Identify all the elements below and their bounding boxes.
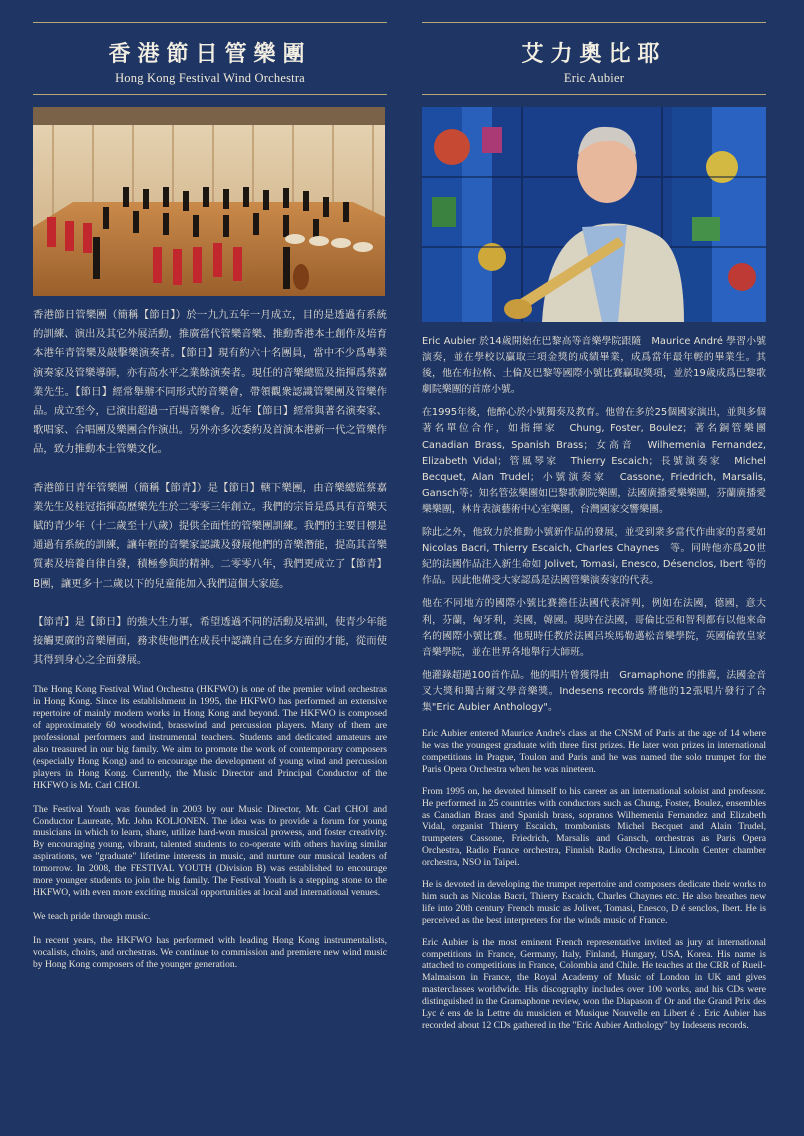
en-paragraph: Eric Aubier is the most eminent French representative invited as jury at international competitions in France, Germany, Italy, Finland, Hungary, USA, Korea. His name is attached to competitions in France, Colombia and Chile. He teaches at the CRR of Rueil-Malmaison in France, the Royal Academy of Music of London in UK and gives masterclasses worldwide. His discography includes over 100 works, and his CDs were distinguished in the Gramaphone review, won the Diapason d' Or and the Grand Prix des Lyc é ens de la Lettre du musicien et Musique Nouvelle en Libert é . Eric Aubier has recorded about 12 CDs gathered in the "Eric Aubier Anthology" by Indesens records.	[422, 936, 766, 1031]
portrait-image	[422, 107, 766, 322]
en-paragraph: The Festival Youth was founded in 2003 by our Music Director, Mr. Carl CHOI and Conductor Laureate, Mr. John KOLJONEN. The idea was to provide a forum for young musicians in which to learn, share, utilize hard-won musical prowess, and foster creativity. By encouraging young, vibrant, talented students to co-operate with others having similar aspirations, we "graduate" lifetime interests in music, and nurture our musical leaders of tomorrow. In 2008, the FESTIVAL YOUTH (Division B) was established to encourage more younger students to join the big family. The Festival Youth is a stepping stone to the HKFWO, with even more exciting musical opportunities at local and international venues.	[33, 803, 387, 898]
en-paragraph: From 1995 on, he devoted himself to his career as an international soloist and professor. He performed in 25 countries with conductors such as Chung, Foster, Boulez, ensembles as Canadian Brass and Spanish brass, sopranos Wilhemenia Fernandez and Elizabeth Vidal, organist Thierry Escaich, trombonists Michel Becquet and Alain Trudel, trumpeters Cassone, Friedrich, Marsalis and Gansch, orchestras as Paris Opera Orchestra, Radio France orchestra, Finnish Radio Orchestra, Lincoln Center chamber orchestra, NSO in Taipei.	[422, 785, 766, 869]
title-rule	[422, 94, 766, 95]
orchestra-stage-image	[33, 107, 385, 296]
zh-paragraph: 在1995年後，他醉心於小號獨奏及教育。他曾在多於25個國家演出，並與多個著名單位合作，如指揮家 Chung, Foster, Boulez；著名銅管樂團 Canadian Brass, Spanish Brass；女高音 Wilhemenia Fernandez, Elizabeth Vidal；管風琴家 Thierry Escaich；長號演奏家 Michel Becquet, Alan Trudel；小號演奏家 Cassone, Friedrich, Marsalis, Gansch等；知名管弦樂團如巴黎歌劇院樂團，法國廣播愛樂樂團，芬蘭廣播愛樂樂團，林肯表演藝術中心室樂團，台灣國家交響樂團。	[422, 407, 766, 515]
left-column	[33, 0, 387, 970]
orchestra-en-bio	[33, 684, 387, 970]
top-rule	[33, 22, 387, 23]
trumpeter-portrait-photo	[422, 107, 766, 322]
zh-paragraph: 他在不同地方的國際小號比賽擔任法國代表評判，例如在法國，德國，意大利，芬蘭，匈牙利，美國，韓國。現時在法國，哥倫比亞和智利都有以他來命名的國際小號比賽。他現時任教於法國呂埃馬勒邁松音樂學院，英國倫敦皇家音樂學院，並在世界各地舉行大師班。	[422, 598, 766, 658]
en-paragraph: Eric Aubier entered Maurice Andre's class at the CNSM of Paris at the age of 14 where he was the youngest graduate with three first prizes. He later won prizes in international competitions in Prague, Toulon and Paris and he was named the solo trumpet for the Paris Opera Orchestra when he was nineteen.	[422, 728, 766, 775]
top-rule	[422, 22, 766, 23]
orchestra-zh-bio	[33, 306, 387, 670]
orchestra-photo	[33, 107, 385, 296]
soloist-zh-bio	[422, 334, 776, 716]
en-paragraph: In recent years, the HKFWO has performed with leading Hong Kong instrumentalists, vocalists, choirs, and orchestras. We continue to commission and premiere new wind music by Hong Kong composers of the younger generation.	[33, 934, 387, 970]
title-rule	[33, 94, 387, 95]
en-paragraph: He is devoted in developing the trumpet repertoire and composers dedicate their works to him such as Nicolas Bacri, Thierry Escaich, Charles Chaynes etc. He also breathes new life into 20th century French music as Jolivet, Tomasi, Enesco, D é senclos, Ibert. He is perceived as the best interpreters for the winds music of France.	[422, 879, 766, 926]
zh-paragraph: 【節青】是【節日】的強大生力軍，希望透過不同的活動及培訓，使青少年能接觸更廣的音樂層面，務求使他們在成長中認識自己在多方面的才能，從而使其得到身心之全面發展。	[33, 615, 387, 667]
right-column	[422, 0, 776, 1032]
zh-paragraph: 他灌錄超過100首作品。他的唱片曾獲得由 Gramaphone 的推薦，法國金音叉大獎和獨古爾文學音樂獎。Indesens records 將他的12張唱片發行了合集"Eric Aubier Anthology"。	[422, 669, 766, 713]
zh-paragraph: 除此之外，他致力於推動小號新作品的發展，並受到衆多當代作曲家的喜愛如 Nicolas Bacri, Thierry Escaich, Charles Chaynes 等。同時他亦爲20世紀的法國作品注入新生命如 Jolivet, Tomasi, Enesco, Désenclos, Ibert 等的作品。因此他備受大家認爲是法國管樂演奏家的代表。	[422, 527, 776, 587]
orchestra-title-zh: 香港節日管樂團	[108, 41, 312, 67]
soloist-title-zh: 艾力奧比耶	[521, 41, 667, 67]
orchestra-title-en: Hong Kong Festival Wind Orchestra	[115, 71, 305, 85]
soloist-en-bio	[422, 728, 766, 1032]
zh-paragraph: Eric Aubier 於14歲開始在巴黎高等音樂學院跟隨 Maurice André 學習小號演奏，並在學校以贏取三項金獎的成績畢業，成爲當年最年輕的畢業生。其後，他在布拉格、土倫及巴黎等國際小號比賽贏取獎項，並於19歲成爲巴黎歌劇院樂團的首席小號。	[422, 336, 766, 396]
soloist-title-en: Eric Aubier	[563, 71, 625, 85]
en-paragraph: We teach pride through music.	[33, 910, 151, 922]
en-paragraph: The Hong Kong Festival Wind Orchestra (HKFWO) is one of the premier wind orchestras in Hong Kong. Since its establishment in 1995, the HKFWO has performed an extensive repertoire of mainly modern works in Hong Kong and beyond. The HKFWO is composed of approximately 60 woodwind, brasswind and percussion players. Many of them are professional performers and instrumental teachers. Students and dedicated amateurs are also treasured in our big family. We aim to promote the work of contemporary composers (especially Hong Kong) and to encourage the development of young wind and percussion players in Hong Kong. Currently, the Music Director and Principal Conductor of the HKFWO is Mr. Carl CHOI.	[33, 684, 387, 791]
zh-paragraph: 香港節日管樂團（簡稱【節日】）於一九九五年一月成立，目的是透過有系統的訓練、演出及其它外展活動，推廣當代管樂音樂、推動香港本土創作及培育本港年青管樂及敲擊樂演奏者。【節日】現有約六十名團員，當中不少爲專業演奏家及管樂導師，亦有高水平之業餘演奏者。現任的音樂總監及指揮爲蔡嘉業先生。【節日】經常舉辦不同形式的音樂會，帶領觀衆認識管樂團及管樂作品。成立至今，已演出超過一百場音樂會。近年【節日】經常與著名演奏家、歌唱家、合唱團及樂團合作演出。另外亦多次委約及首演本港新一代之管樂作品，致力推動本土管樂文化。	[33, 309, 387, 456]
zh-paragraph: 香港節日青年管樂團（簡稱【節青】）是【節日】轄下樂團，由音樂總監蔡嘉業先生及桂冠指揮高歷樂先生於二零零三年創立。我們的宗旨是爲具有音樂天賦的青少年（十二歲至十八歲）提供全面性的管樂團訓練。我們的主要目標是通過有系統的訓練，讓年輕的音樂家認識及發展他們的音樂潛能，提高其音樂質素及培養自律自發，積極參與的精神。二零零八年，我們更成立了【節青】B團，讓更多十二歲以下的兒童能加入我們這個大家庭。	[33, 481, 387, 590]
